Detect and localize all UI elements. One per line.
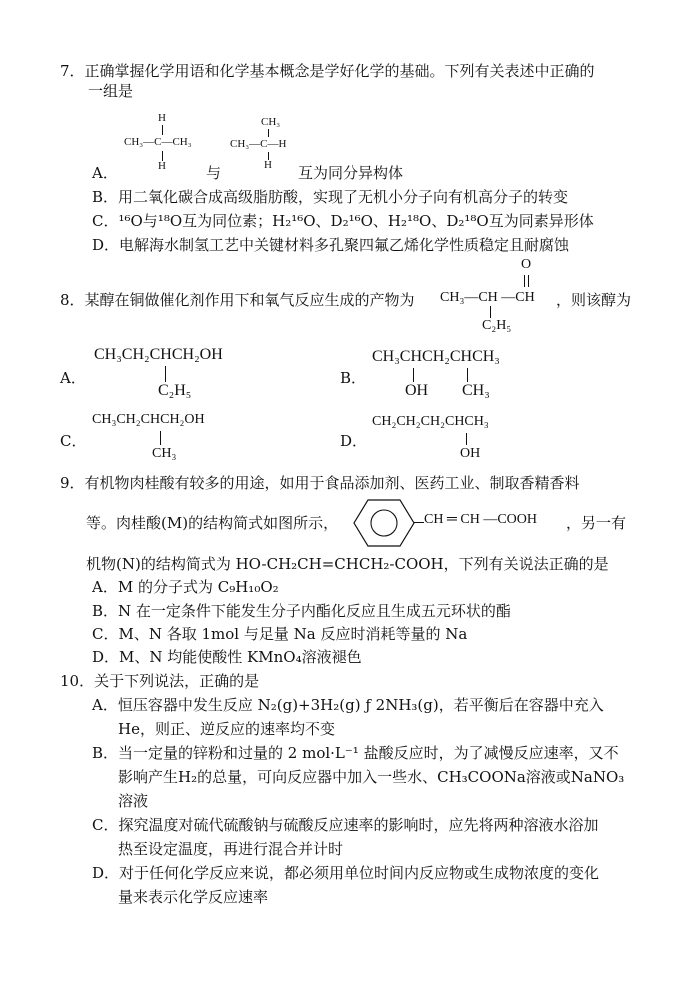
q7-option-b: B．用二氧化碳合成高级脂肪酸，实现了无机小分子向有机高分子的转变	[92, 188, 569, 206]
q8-stem-end: ，则该醇为	[556, 291, 632, 309]
q7-option-a-end: 互为同分异构体	[298, 164, 404, 182]
q9-option-a: A．M 的分子式为 C₉H₁₀O₂	[92, 578, 279, 596]
q7-stem-line2: 一组是	[88, 82, 134, 100]
q8-option-d-bond	[466, 433, 467, 445]
q7-mol1-mid: CH₃—C—CH₃	[124, 136, 192, 148]
q8-product-o: O	[521, 257, 532, 272]
q8-option-b-bond-2	[467, 368, 468, 382]
q7-option-d: D．电解海水制氢工艺中关键材料多孔聚四氟乙烯化学性质稳定且耐腐蚀	[92, 236, 570, 254]
q8-product-double-bond-2	[528, 275, 529, 287]
q10-option-c-line2: 热至设定温度，再进行混合并计时	[118, 840, 344, 858]
q8-product-double-bond-1	[524, 275, 525, 287]
q7-option-a-mid: 与	[206, 164, 222, 182]
q8-option-d-main: CH₂CH₂CH₂CHCH₃	[372, 414, 489, 429]
q7-mol2-bond-up	[268, 129, 269, 137]
benzene-ring-icon	[352, 498, 416, 548]
q8-option-b-main: CH₃CHCH₂CHCH₃	[372, 348, 500, 365]
q8-option-a-main: CH₃CH₂CHCH₂OH	[94, 346, 223, 363]
q10-option-b-line1: B．当一定量的锌粉和过量的 2 mol·L⁻¹ 盐酸反应时，为了减慢反应速率，又不	[92, 744, 619, 762]
q9-stem-line2b: ，另一有	[566, 514, 627, 532]
q9-stem-line2a: 等。肉桂酸(M)的结构简式如图所示，	[86, 514, 339, 532]
q9-stem-line3: 机物(N)的结构简式为 HO-CH₂CH=CHCH₂-COOH，下列有关说法正确的是	[86, 555, 609, 573]
q10-stem: 10．关于下列说法，正确的是	[60, 672, 260, 690]
q9-ring-bond	[414, 522, 424, 523]
q8-option-d-sub: OH	[460, 446, 481, 461]
q7-mol2-mid: CH₃—C—H	[230, 138, 287, 150]
q8-option-c-label: C．	[60, 432, 87, 450]
q10-option-a-line1: A．恒压容器中发生反应 N₂(g)+3H₂(g) ƒ 2NH₃(g)，若平衡后在容器中充入	[92, 696, 604, 714]
q9-chain: CH ═ CH —COOH	[424, 512, 537, 527]
q8-option-b-sub1: OH	[405, 382, 429, 399]
q7-stem-line1: 7．正确掌握化学用语和化学基本概念是学好化学的基础。下列有关表述中正确的	[60, 62, 595, 80]
q8-option-b-bond-1	[413, 368, 414, 382]
q7-mol1-bot: H	[158, 160, 166, 172]
q8-product-branch-bond	[490, 306, 491, 318]
q10-option-c-line1: C．探究温度对硫代硫酸钠与硫酸反应速率的影响时，应先将两种溶液水浴加	[92, 816, 599, 834]
q10-option-b-line2: 影响产生H₂的总量，可向反应器中加入一些水、CH₃COONa溶液或NaNO₃	[118, 768, 625, 786]
q8-option-a-sub: C₂H₅	[158, 382, 192, 399]
q8-option-a-bond	[165, 366, 166, 382]
q8-product-sub: C₂H₅	[482, 318, 512, 333]
q9-option-d: D．M、N 均能使酸性 KMnO₄溶液褪色	[92, 648, 362, 666]
q10-option-d-line1: D．对于任何化学反应来说，都必须用单位时间内反应物或生成物浓度的变化	[92, 864, 600, 882]
q8-option-d-label: D．	[340, 432, 368, 450]
q8-option-c-bond	[160, 431, 161, 445]
q7-mol2-bot: H	[264, 159, 272, 171]
q9-option-c: C．M、N 各取 1mol 与足量 Na 反应时消耗等量的 Na	[92, 625, 468, 643]
q7-option-c: C．¹⁶O与¹⁸O互为同位素；H₂¹⁶O、D₂¹⁶O、H₂¹⁸O、D₂¹⁸O互为同素异形体	[92, 212, 594, 230]
q8-option-a-label: A．	[60, 369, 86, 387]
q8-option-c-sub: CH₃	[152, 446, 177, 461]
q10-option-d-line2: 量来表示化学反应速率	[118, 888, 269, 906]
q9-option-b: B．N 在一定条件下能发生分子内酯化反应且生成五元环状的酯	[92, 602, 511, 620]
q7-option-a-label: A．	[92, 164, 118, 182]
q7-mol1-top: H	[158, 112, 166, 124]
q8-product-main: CH₃—CH —CH	[440, 290, 535, 305]
q8-option-b-sub2: CH₃	[462, 382, 490, 399]
q8-option-c-main: CH₃CH₂CHCH₂OH	[92, 412, 205, 427]
q10-option-b-line3: 溶液	[118, 792, 149, 810]
q8-stem: 8．某醇在铜做催化剂作用下和氧气反应生成的产物为	[60, 291, 415, 309]
q10-option-a-line2: He，则正、逆反应的速率均不变	[118, 720, 335, 738]
q8-option-b-label: B．	[340, 369, 367, 387]
q7-mol1-bond-up	[162, 125, 163, 135]
q9-stem-line1: 9．有机物肉桂酸有较多的用途，如用于食品添加剂、医药工业、制取香精香料	[60, 474, 580, 492]
q7-mol2-top: CH₃	[261, 116, 281, 128]
